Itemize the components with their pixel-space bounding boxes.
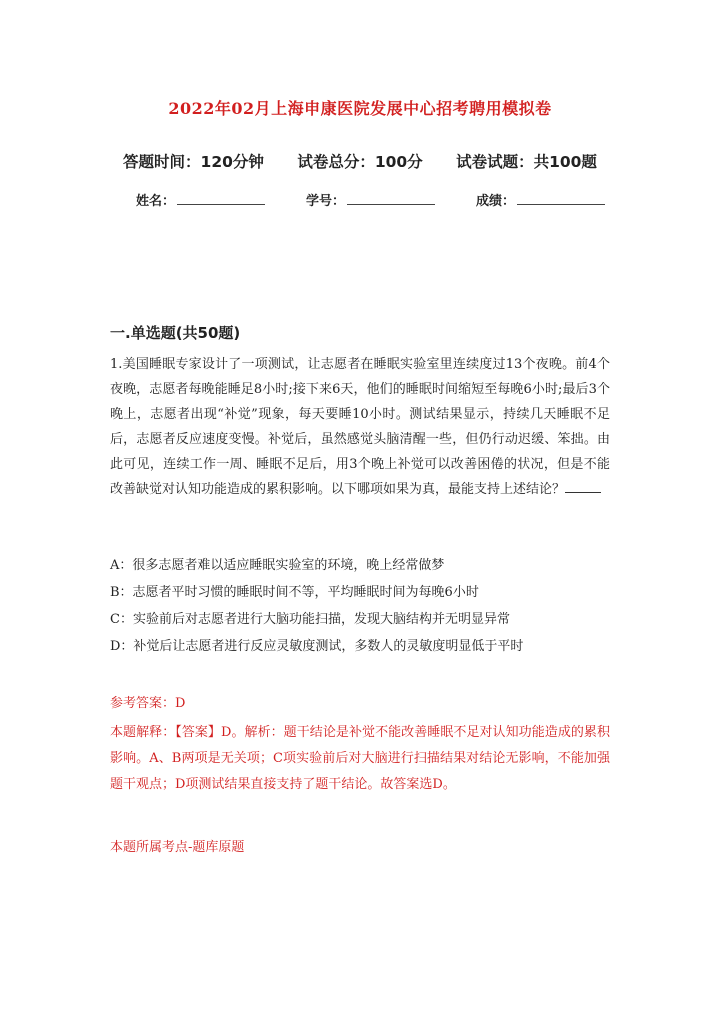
section-heading: 一.单选题(共50题) [110, 324, 241, 342]
option-c[interactable]: C：实验前后对志愿者进行大脑功能扫描，发现大脑结构并无明显异常 [110, 612, 510, 627]
exam-title: 2022年02月上海申康医院发展中心招考聘用模拟卷 [168, 99, 552, 118]
option-b[interactable]: B：志愿者平时习惯的睡眠时间不等，平均睡眠时间为每晚6小时 [110, 585, 479, 600]
score-blank[interactable] [517, 191, 605, 205]
answer-explanation: 本题解释：【答案】D。解析：题干结论是补觉不能改善睡眠不足对认知功能造成的累积影响。A、B两项是无关项；C项实验前后对大脑进行扫描结果对结论无影响，不能加强题干观点；D项测试结果直接支持了题干结论。故答案选D。 [110, 725, 610, 792]
name-label: 姓名： [136, 194, 176, 209]
question-text: 1.美国睡眠专家设计了一项测试，让志愿者在睡眠实验室里连续度过13个夜晚。前4个夜晚，志愿者每晚能睡足8小时;接下来6天，他们的睡眠时间缩短至每晚6小时;最后3个晚上，志愿者出现“补觉”现象，每天要睡10小时。测试结果显示，持续几天睡眠不足后，志愿者反应速度变慢。补觉后，虽然感觉头脑清醒一些，但仍行动迟缓、笨拙。由此可见，连续工作一周、睡眠不足后，用3个晚上补觉可以改善困倦的状况，但是不能改善缺觉对认知功能造成的累积影响。以下哪项如果为真，最能支持上述结论？ [110, 357, 610, 497]
student-id-label: 学号： [306, 194, 346, 209]
exam-total-questions: 试卷试题：共100题 [456, 153, 597, 171]
exam-meta [0, 150, 720, 172]
answer-blank [565, 480, 601, 493]
reference-answer: 参考答案：D [110, 696, 186, 711]
name-blank[interactable] [177, 191, 265, 205]
student-id-field[interactable] [306, 190, 435, 209]
score-field[interactable] [476, 190, 605, 209]
score-label: 成绩： [476, 194, 516, 209]
question-source: 本题所属考点-题库原题 [110, 840, 245, 855]
question-options [110, 552, 610, 660]
name-field[interactable] [136, 190, 265, 209]
option-d[interactable]: D：补觉后让志愿者进行反应灵敏度测试，多数人的灵敏度明显低于平时 [110, 639, 524, 654]
question-stem [110, 352, 610, 502]
option-a[interactable]: A：很多志愿者难以适应睡眠实验室的环境，晚上经常做梦 [110, 558, 445, 573]
exam-time: 答题时间：120分钟 [123, 153, 264, 171]
exam-total-score: 试卷总分：100分 [297, 153, 423, 171]
student-id-blank[interactable] [347, 191, 435, 205]
